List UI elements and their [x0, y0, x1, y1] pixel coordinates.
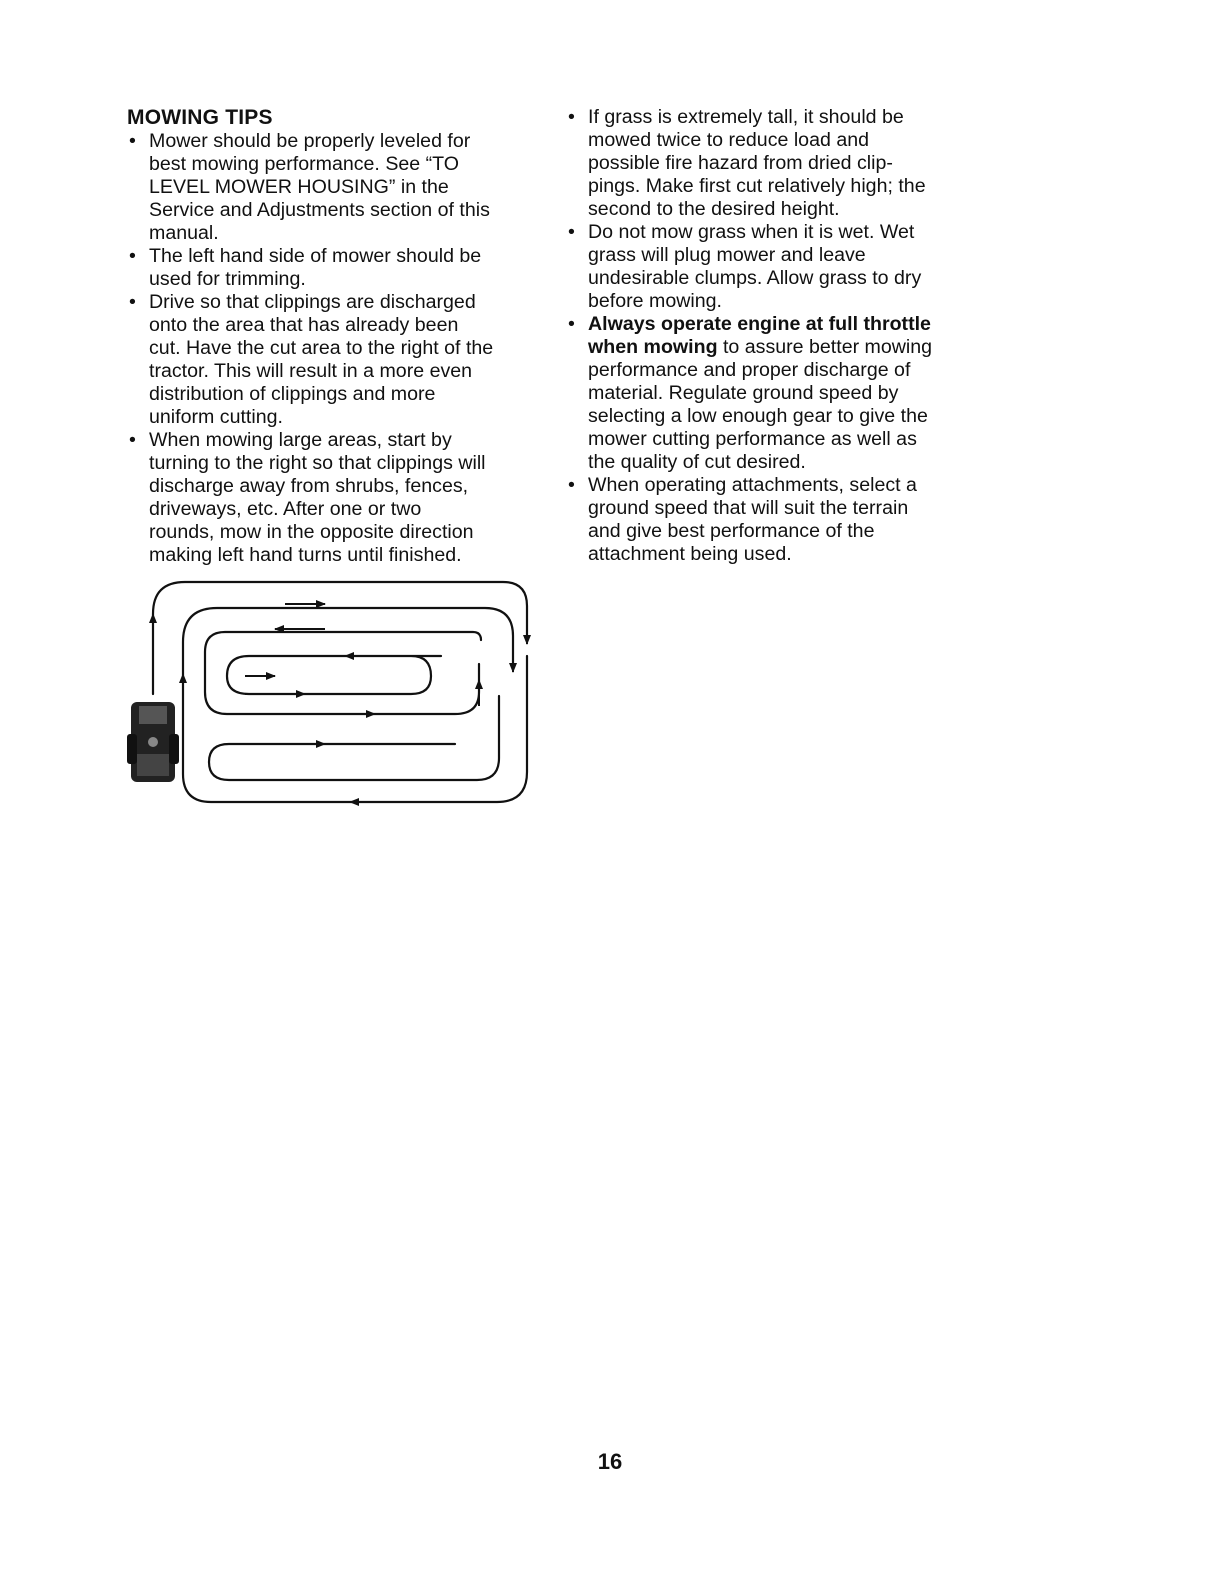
tip-line	[588, 336, 986, 359]
bullet: •	[568, 474, 575, 496]
tractor-icon	[127, 702, 179, 782]
bullet: •	[568, 313, 575, 335]
tip-line: second to the desired height.	[588, 198, 840, 220]
tip-item	[127, 245, 547, 291]
tip-line: tractor. This will result in a more even	[149, 360, 473, 382]
tip-line: possible fire hazard from dried clip-	[588, 152, 893, 174]
tip-text: to assure better mowing	[717, 336, 933, 358]
tip-line: and give best performance of the	[588, 520, 875, 542]
page-number: 16	[597, 1449, 623, 1474]
tip-line: grass will plug mower and leave	[588, 244, 866, 266]
tip-line	[588, 313, 986, 336]
mowing-pattern-svg	[125, 576, 545, 808]
tip-line: discharge away from shrubs, fences,	[149, 475, 469, 497]
tip-line: rounds, mow in the opposite direction	[149, 521, 474, 543]
tip-line: turning to the right so that clippings will	[149, 452, 486, 474]
tip-line: When mowing large areas, start by	[149, 429, 452, 451]
bullet: •	[568, 106, 575, 128]
right-column	[566, 106, 986, 566]
tip-line: mower cutting performance as well as	[588, 428, 917, 450]
left-column	[127, 106, 547, 567]
section-title: MOWING TIPS	[127, 106, 273, 129]
tip-item	[566, 313, 986, 474]
tip-line: before mowing.	[588, 290, 722, 312]
bullet: •	[129, 429, 136, 451]
tip-line: selecting a low enough gear to give the	[588, 405, 928, 427]
bullet: •	[129, 291, 136, 313]
bold-text: when mowing	[588, 336, 718, 358]
tip-item	[127, 130, 547, 245]
tip-line: cut. Have the cut area to the right of the	[149, 337, 494, 359]
tip-line: Drive so that clippings are discharged	[149, 291, 476, 313]
mowing-pattern-diagram	[125, 576, 545, 808]
tip-line: the quality of cut desired.	[588, 451, 806, 473]
tip-line: mowed twice to reduce load and	[588, 129, 870, 151]
inner-loop-1	[205, 632, 481, 714]
tip-item	[127, 291, 547, 429]
tip-line: material. Regulate ground speed by	[588, 382, 899, 404]
tip-line: Service and Adjustments section of this	[149, 199, 490, 221]
tip-line: distribution of clippings and more	[149, 383, 436, 405]
bullet: •	[568, 221, 575, 243]
bullet: •	[129, 245, 136, 267]
tip-line: manual.	[149, 222, 219, 244]
tip-line: When operating attachments, select a	[588, 474, 917, 496]
tip-line: ground speed that will suit the terrain	[588, 497, 909, 519]
tip-line: making left hand turns until finished.	[149, 544, 462, 566]
tip-line: pings. Make first cut relatively high; the	[588, 175, 926, 197]
tip-item	[566, 106, 986, 221]
tip-line: undesirable clumps. Allow grass to dry	[588, 267, 922, 289]
bold-text: Always operate engine at full throttle	[588, 313, 931, 335]
middle-loop	[209, 696, 499, 780]
bullet: •	[129, 130, 136, 152]
tip-line: Mower should be properly leveled for	[149, 130, 471, 152]
tip-item	[566, 221, 986, 313]
tip-line: uniform cutting.	[149, 406, 283, 428]
tip-line: driveways, etc. After one or two	[149, 498, 422, 520]
tip-line: Do not mow grass when it is wet. Wet	[588, 221, 915, 243]
tip-line: performance and proper discharge of	[588, 359, 911, 381]
mowing-tips-list-left	[127, 130, 547, 567]
tip-line: best mowing performance. See “TO	[149, 153, 460, 175]
tip-line: used for trimming.	[149, 268, 306, 290]
tip-item	[127, 429, 547, 567]
tip-line: The left hand side of mower should be	[149, 245, 482, 267]
tip-line: onto the area that has already been	[149, 314, 459, 336]
tip-line: attachment being used.	[588, 543, 792, 565]
tip-item	[566, 474, 986, 566]
tip-line: LEVEL MOWER HOUSING” in the	[149, 176, 449, 198]
mowing-tips-list-right	[566, 106, 986, 566]
tip-line: If grass is extremely tall, it should be	[588, 106, 904, 128]
